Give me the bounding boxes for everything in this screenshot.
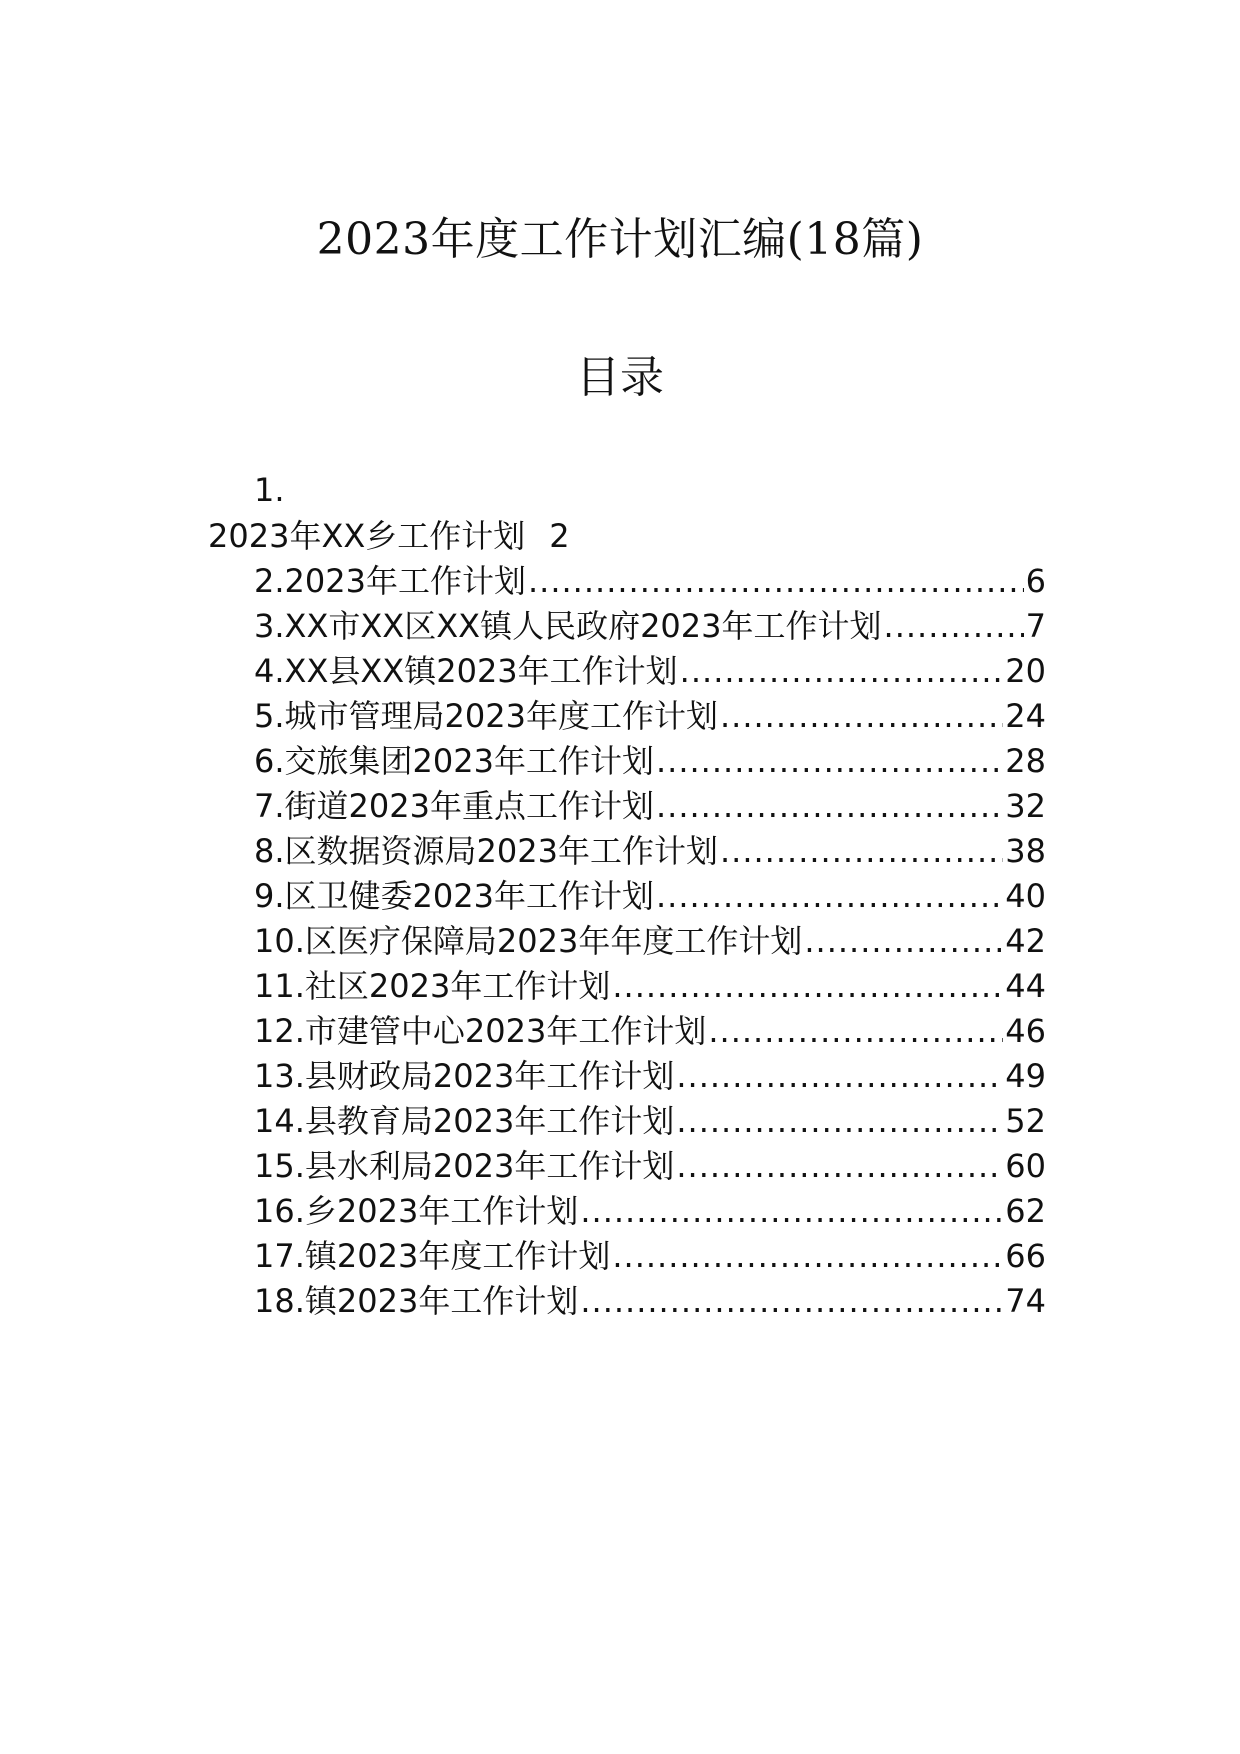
toc-leader-dots — [580, 1279, 1003, 1324]
toc-entry-page[interactable]: 52 — [1005, 1102, 1046, 1140]
toc-entry-title[interactable]: 18.镇2023年工作计划 — [254, 1282, 579, 1320]
toc-first-entry[interactable] — [208, 514, 570, 558]
toc-entry-page[interactable]: 42 — [1005, 922, 1046, 960]
toc-entry-page[interactable]: 20 — [1005, 652, 1046, 690]
toc-entry-title[interactable]: 3.XX市XX区XX镇人民政府2023年工作计划 — [254, 607, 882, 645]
toc-leader-dots — [528, 559, 1024, 604]
toc-entry[interactable] — [254, 559, 1046, 604]
toc-leader-dots — [612, 964, 1003, 1009]
toc-first-entry-page[interactable]: 2 — [549, 517, 570, 555]
toc-leader-dots — [580, 1189, 1003, 1234]
toc-entry[interactable] — [254, 1234, 1046, 1279]
toc-entry-page[interactable]: 74 — [1005, 1282, 1046, 1320]
toc-entry-page[interactable]: 32 — [1005, 787, 1046, 825]
toc-entry-title[interactable]: 8.区数据资源局2023年工作计划 — [254, 832, 718, 870]
toc-first-entry-number[interactable]: 1. — [254, 471, 285, 509]
toc-entry[interactable] — [254, 1189, 1046, 1234]
toc-list — [254, 559, 1046, 1324]
toc-entry[interactable] — [254, 964, 1046, 1009]
toc-entry[interactable] — [254, 919, 1046, 964]
toc-entry-title[interactable]: 7.街道2023年重点工作计划 — [254, 787, 654, 825]
toc-first-entry-title[interactable]: 2023年XX乡工作计划 — [208, 517, 526, 555]
toc-entry-title[interactable]: 11.社区2023年工作计划 — [254, 967, 611, 1005]
toc-entry-title[interactable]: 13.县财政局2023年工作计划 — [254, 1057, 675, 1095]
toc-entry-page[interactable]: 62 — [1005, 1192, 1046, 1230]
toc-entry[interactable] — [254, 1099, 1046, 1144]
toc-entry-title[interactable]: 15.县水利局2023年工作计划 — [254, 1147, 675, 1185]
toc-leader-dots — [720, 829, 1003, 874]
toc-leader-dots — [708, 1009, 1003, 1054]
toc-entry-page[interactable]: 7 — [1025, 607, 1046, 645]
toc-leader-dots — [676, 1054, 1003, 1099]
toc-entry[interactable] — [254, 1009, 1046, 1054]
toc-entry[interactable] — [254, 1279, 1046, 1324]
toc-entry[interactable] — [254, 694, 1046, 739]
toc-entry-title[interactable]: 16.乡2023年工作计划 — [254, 1192, 579, 1230]
toc-entry[interactable] — [254, 1144, 1046, 1189]
toc-leader-dots — [656, 784, 1003, 829]
toc-entry-title[interactable]: 4.XX县XX镇2023年工作计划 — [254, 652, 678, 690]
toc-leader-dots — [720, 694, 1003, 739]
toc-entry-title[interactable]: 10.区医疗保障局2023年年度工作计划 — [254, 922, 803, 960]
toc-entry[interactable] — [254, 784, 1046, 829]
toc-entry[interactable] — [254, 829, 1046, 874]
document-title: 2023年度工作计划汇编(18篇) — [316, 214, 924, 265]
toc-entry-page[interactable]: 60 — [1005, 1147, 1046, 1185]
toc-entry-title[interactable]: 5.城市管理局2023年度工作计划 — [254, 697, 718, 735]
toc-entry-title[interactable]: 14.县教育局2023年工作计划 — [254, 1102, 675, 1140]
toc-leader-dots — [804, 919, 1003, 964]
toc-leader-dots — [676, 1099, 1003, 1144]
toc-leader-dots — [656, 739, 1003, 784]
toc-entry-page[interactable]: 6 — [1025, 562, 1046, 600]
toc-leader-dots — [680, 649, 1004, 694]
toc-entry-title[interactable]: 17.镇2023年度工作计划 — [254, 1237, 611, 1275]
toc-leader-dots — [612, 1234, 1003, 1279]
toc-entry[interactable] — [254, 649, 1046, 694]
toc-entry[interactable] — [254, 739, 1046, 784]
toc-entry-page[interactable]: 40 — [1005, 877, 1046, 915]
toc-entry-page[interactable]: 38 — [1005, 832, 1046, 870]
toc-leader-dots — [884, 604, 1024, 649]
toc-entry-page[interactable]: 44 — [1005, 967, 1046, 1005]
toc-entry-title[interactable]: 12.市建管中心2023年工作计划 — [254, 1012, 707, 1050]
toc-heading: 目录 — [576, 352, 664, 403]
toc-entry[interactable] — [254, 874, 1046, 919]
toc-entry-title[interactable]: 9.区卫健委2023年工作计划 — [254, 877, 654, 915]
toc-entry-title[interactable]: 6.交旅集团2023年工作计划 — [254, 742, 654, 780]
toc-entry-page[interactable]: 66 — [1005, 1237, 1046, 1275]
toc-leader-dots — [676, 1144, 1003, 1189]
toc-entry-page[interactable]: 46 — [1005, 1012, 1046, 1050]
toc-entry-page[interactable]: 24 — [1005, 697, 1046, 735]
toc-entry[interactable] — [254, 1054, 1046, 1099]
toc-entry-title[interactable]: 2.2023年工作计划 — [254, 562, 526, 600]
toc-entry-page[interactable]: 49 — [1005, 1057, 1046, 1095]
toc-entry[interactable] — [254, 604, 1046, 649]
toc-entry-page[interactable]: 28 — [1005, 742, 1046, 780]
toc-leader-dots — [656, 874, 1003, 919]
